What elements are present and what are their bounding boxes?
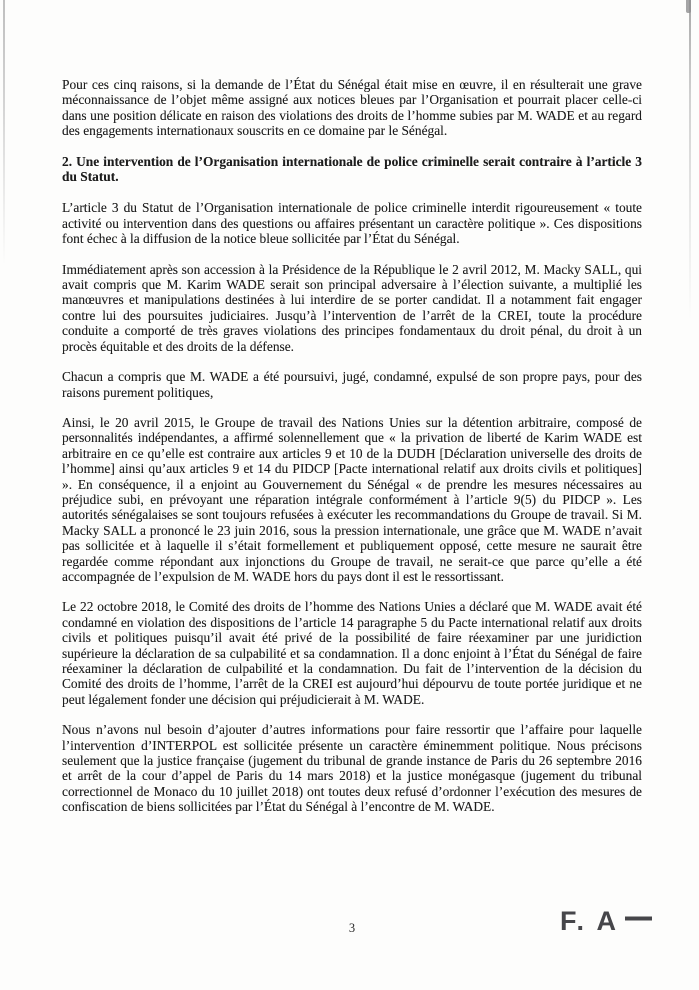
paragraph-comite-droits-homme: Le 22 octobre 2018, le Comité des droits de l’homme des Nations Unies a déclaré que M. WADE avait été condamné en violation des dispositions de l’article 14 paragraphe 5 du Pacte international relatif aux droits civils et politiques puisqu’il avait été privé de la possibilité de faire réexaminer par une juridiction supérieure la déclaration de sa culpabilité et sa condamnation. Il a donc enjoint à l’État du Sénégal de faire réexaminer la déclaration de culpabilité et la condamnation. Du fait de l’intervention de la décision du Comité des droits de l’homme, l’arrêt de la CREI est aujourd’hui dépourvu de toute portée juridique et ne peut légalement fonder une décision qui préjudicierait à M. WADE. xyxy=(62,599,642,707)
paragraph-article-3-statut: L’article 3 du Statut de l’Organisation internationale de police criminelle interdit rigoureusement « toute activité ou intervention dans des questions ou affaires présentant un caractère politique ». Ces dispositions font échec à la diffusion de la notice bleue sollicitée par l’État du Sénégal. xyxy=(62,200,642,247)
paragraph-justice-francaise-monegasque: Nous n’avons nul besoin d’ajouter d’autres informations pour faire ressortir que l’affaire pour laquelle l’intervention d’INTERPOL est sollicitée présente un caractère éminemment politique. Nous précisons seulement que la justice française (jugement du tribunal de grande instance de Paris du 26 septembre 2016 et arrêt de la cour d’appel de Paris du 14 mars 2018) et la justice monégasque (jugement du tribunal correctionnel de Monaco du 10 juillet 2018) ont toutes deux refusé d’ordonner l’exécution des mesures de confiscation de biens sollicitées par l’État du Sénégal à l’encontre de M. WADE. xyxy=(62,722,642,815)
signature-mark xyxy=(560,893,655,939)
paragraph-raisons-politiques: Chacun a compris que M. WADE a été poursuivi, jugé, condamné, expulsé de son propre pays, pour des raisons purement politiques, xyxy=(62,369,642,400)
scan-edge-line-left xyxy=(3,0,5,265)
paragraph-accession-presidence: Immédiatement après son accession à la Présidence de la République le 2 avril 2012, M. Macky SALL, qui avait compris que M. Karim WADE serait son principal adversaire à l’élection suivante, a multiplié les manœuvres et manipulations destinées à lui interdire de se porter candidat. Il a notamment fait engager contre lui des poursuites judiciaires. Jusqu’à l’intervention de l’arrêt de la CREI, toute la procédure conduite a comporté de très graves violations des principes fondamentaux du droit pénal, du droit à un procès équitable et des droits de la défense. xyxy=(62,261,642,354)
paragraph-groupe-travail-onu: Ainsi, le 20 avril 2015, le Groupe de travail des Nations Unies sur la détention arbitraire, composé de personnalités indépendantes, a affirmé solennellement que « la privation de liberté de Karim WADE est arbitraire en ce qu’elle est contraire aux articles 9 et 10 de la DUDH [Déclaration universelle des droits de l’homme] ainsi qu’aux articles 9 et 14 du PIDCP [Pacte international relatif aux droits civils et politiques] ». En conséquence, il a enjoint au Gouvernement du Sénégal « de prendre les mesures nécessaires au préjudice subi, en prévoyant une réparation intégrale conformément à l’article 9(5) du PIDCP ». Les autorités sénégalaises se sont toujours refusées à exécuter les recommandations du Groupe de travail. Si M. Macky SALL a prononcé le 23 juin 2016, sous la pression internationale, une grâce que M. WADE n’avait pas sollicitée et à laquelle il s’était formellement et publiquement opposé, cette mesure ne saurait être regardée comme répondant aux injonctions du Groupe de travail, ne serait-ce que parce qu’elle a été accompagnée de l’expulsion de M. WADE hors du pays dont il est le ressortissant. xyxy=(62,414,642,584)
signature-dash: — xyxy=(625,893,655,939)
paragraph-five-reasons: Pour ces cinq raisons, si la demande de l’État du Sénégal était mise en œuvre, il en résulterait une grave méconnaissance de l’objet même assigné aux notices bleues par l’Organisation et pourrait placer celle-ci dans une position délicate en raison des violations des droits de l’homme subies par M. WADE et au regard des engagements internationaux souscrits en ce domaine par le Sénégal. xyxy=(62,77,642,139)
page-number: 3 xyxy=(348,921,356,935)
scan-edge-line-right xyxy=(689,0,691,320)
signature-initials: F. A xyxy=(560,906,619,936)
section-heading-article-3: 2. Une intervention de l’Organisation internationale de police criminelle serait contraire à l’article 3 du Statut. xyxy=(62,153,642,185)
document-body xyxy=(62,77,642,830)
scan-smudge-top-right xyxy=(686,0,691,13)
